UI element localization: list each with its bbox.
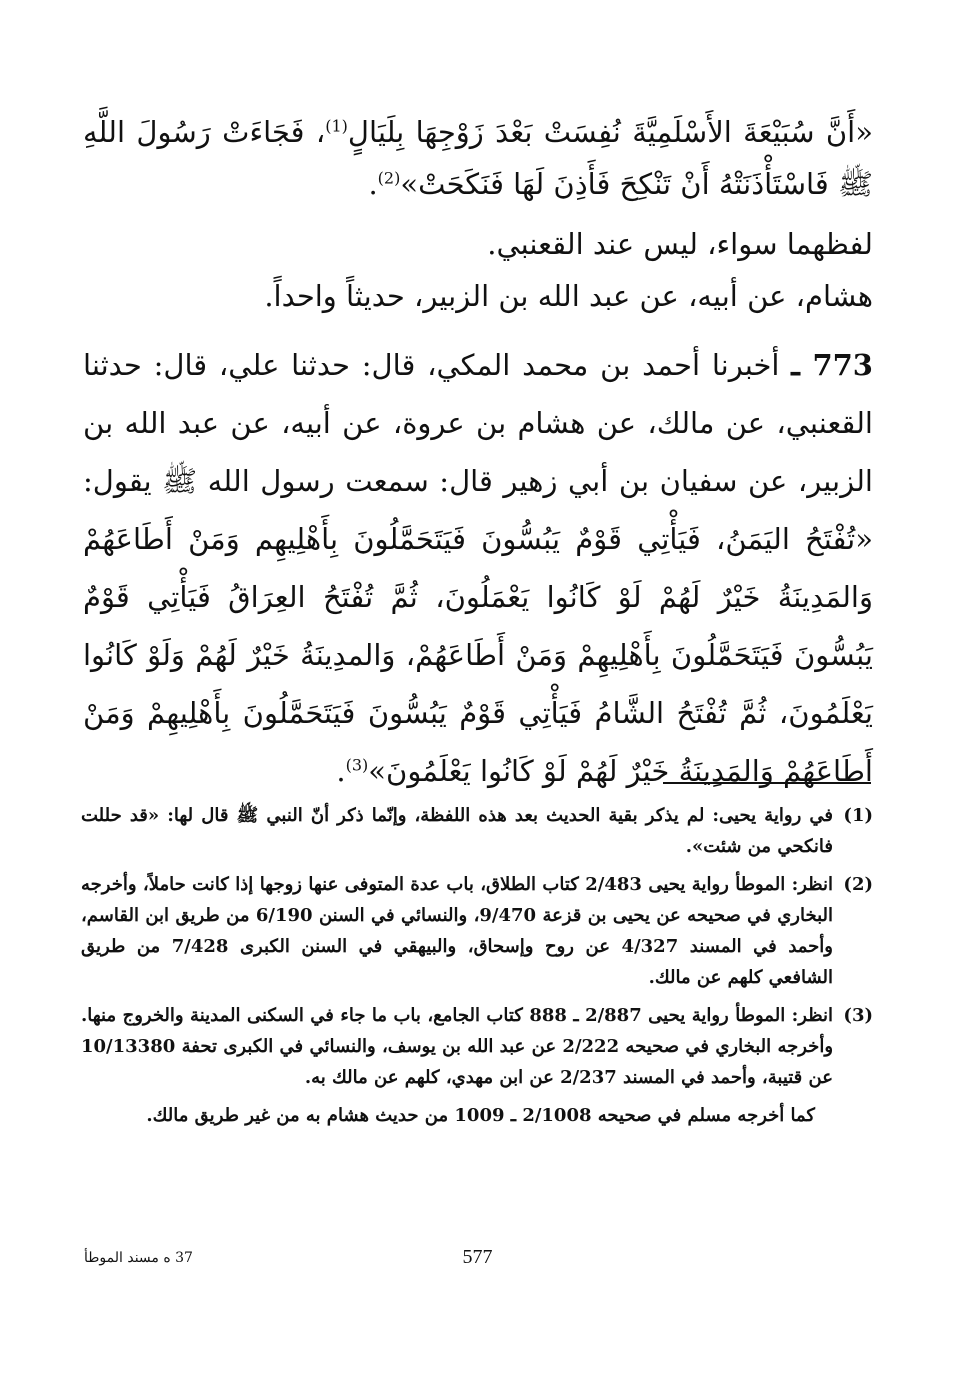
quote-end: . [368, 167, 378, 201]
footnote-ref-2: (2) [377, 168, 401, 188]
footnote-ref-3: (3) [345, 755, 369, 775]
footnote-text: في رواية يحيى: لم يذكر بقية الحديث بعد هذه اللفظة، وإنّما ذكر أنّ النبي ﷺ قال لها: «قد حللت فانكحي من شئت». [81, 805, 833, 857]
footnote-2 [81, 869, 873, 993]
hadith-paragraph [83, 336, 873, 800]
quote-text: «أَنَّ سُبَيْعَةَ الأَسْلَمِيَّةَ نُفِسَتْ بَعْدَ زَوْجِهَا بِلَيَالٍ [347, 115, 873, 149]
footnote-ref-1: (1) [325, 116, 348, 136]
footnote-text: انظر: الموطأ رواية يحيى 2/483 كتاب الطلاق، باب عدة المتوفى عنها زوجها إذا كانت حاملاً، وأخرجه البخاري في صحيحه عن يحيى بن قزعة 9/470، والنسائي في السنن 6/190 من طريق ابن القاسم، وأحمد في المسند 4/327 عن روح وإسحاق، والبيهقي في السنن الكبرى 7/428 من طريق الشافعي كلهم عن مالك. [81, 874, 833, 988]
note-line-1: لفظهما سواء، ليس عند القعنبي. [487, 227, 873, 261]
footnote-number: (2) [843, 874, 873, 895]
footnote-divider [663, 782, 871, 784]
footnote-1 [81, 800, 873, 862]
footnote-text: انظر: الموطأ رواية يحيى 2/887 ـ 888 كتاب الجامع، باب ما جاء في السكنى المدينة والخروج منها. وأخرجه البخاري في صحيحه 2/222 عن عبد الله بن يوسف، والنسائي في الكبرى تحفة 10/13380 عن قتيبة، وأحمد في المسند 2/237 عن ابن مهدي، كلهم عن مالك به. [81, 1005, 834, 1088]
quote-paragraph [83, 106, 873, 210]
footnote-number: (1) [843, 805, 873, 826]
note-line-2: هشام، عن أبيه، عن عبد الله بن الزبير، حديثاً واحداً. [264, 279, 873, 313]
footnote-number: (3) [843, 1005, 873, 1026]
page-number: 577 [462, 1246, 493, 1268]
hadith-text: أخبرنا أحمد بن محمد المكي، قال: حدثنا علي، قال: حدثنا القعنبي، عن مالك، عن هشام بن عروة، عن أبيه، عن عبد الله بن الزبير، عن سفيان بن أبي زهير قال: سمعت رسول الله ﷺ يقول: «تُفْتَحُ اليَمَنُ، فَيَأْتِي قَوْمٌ يَبُسُّونَ فَيَتَحَمَّلُونَ بِأَهْلِيهِم وَمَنْ أَطَاعَهُمْ وَالمَدِينَةُ خَيْرٌ لَهُمْ لَوْ كَانُوا يَعْمَلُونَ، ثُمَّ تُفْتَحُ العِرَاقُ فَيَأْتِي قَوْمٌ يَبُسُّونَ فَيَتَحَمَّلُونَ بِأَهْلِيهِمْ وَمَنْ أَطَاعَهُمْ، وَالمدِينَةُ خَيْرٌ لَهُمْ وَلَوْ كَانُوا يَعْلَمُونَ، ثُمَّ تُفْتَحُ الشَّامُ فَيَأْتِي قَوْمٌ يَبُسُّونَ فَيَتَحَمَّلُونَ بِأَهْلِيهِمْ وَمَنْ أَطَاعَهُمْ وَالمَدِينَةُ خَيْرٌ لَهُمْ لَوْ كَانُوا يَعْلَمُونَ» [83, 348, 873, 788]
quote-continuation: ، فَجَاءَتْ رَسُولَ اللَّهِ ﷺ فَاسْتَأْذَنَتْهُ أَنْ تَنْكِحَ فَأَذِنَ لَهَا فَنَكَحَتْ» [83, 115, 873, 201]
signature-mark: 37 ه مسند الموطأ [84, 1250, 193, 1266]
hadith-number: 773 ـ [791, 348, 873, 382]
hadith-end: . [336, 754, 346, 788]
footnote-3-extra: كما أخرجه مسلم في صحيحه 2/1008 ـ 1009 من حديث هشام به من غير طريق مالك. [146, 1105, 815, 1126]
footnotes-section [81, 800, 873, 1131]
footnote-3 [81, 1000, 873, 1093]
